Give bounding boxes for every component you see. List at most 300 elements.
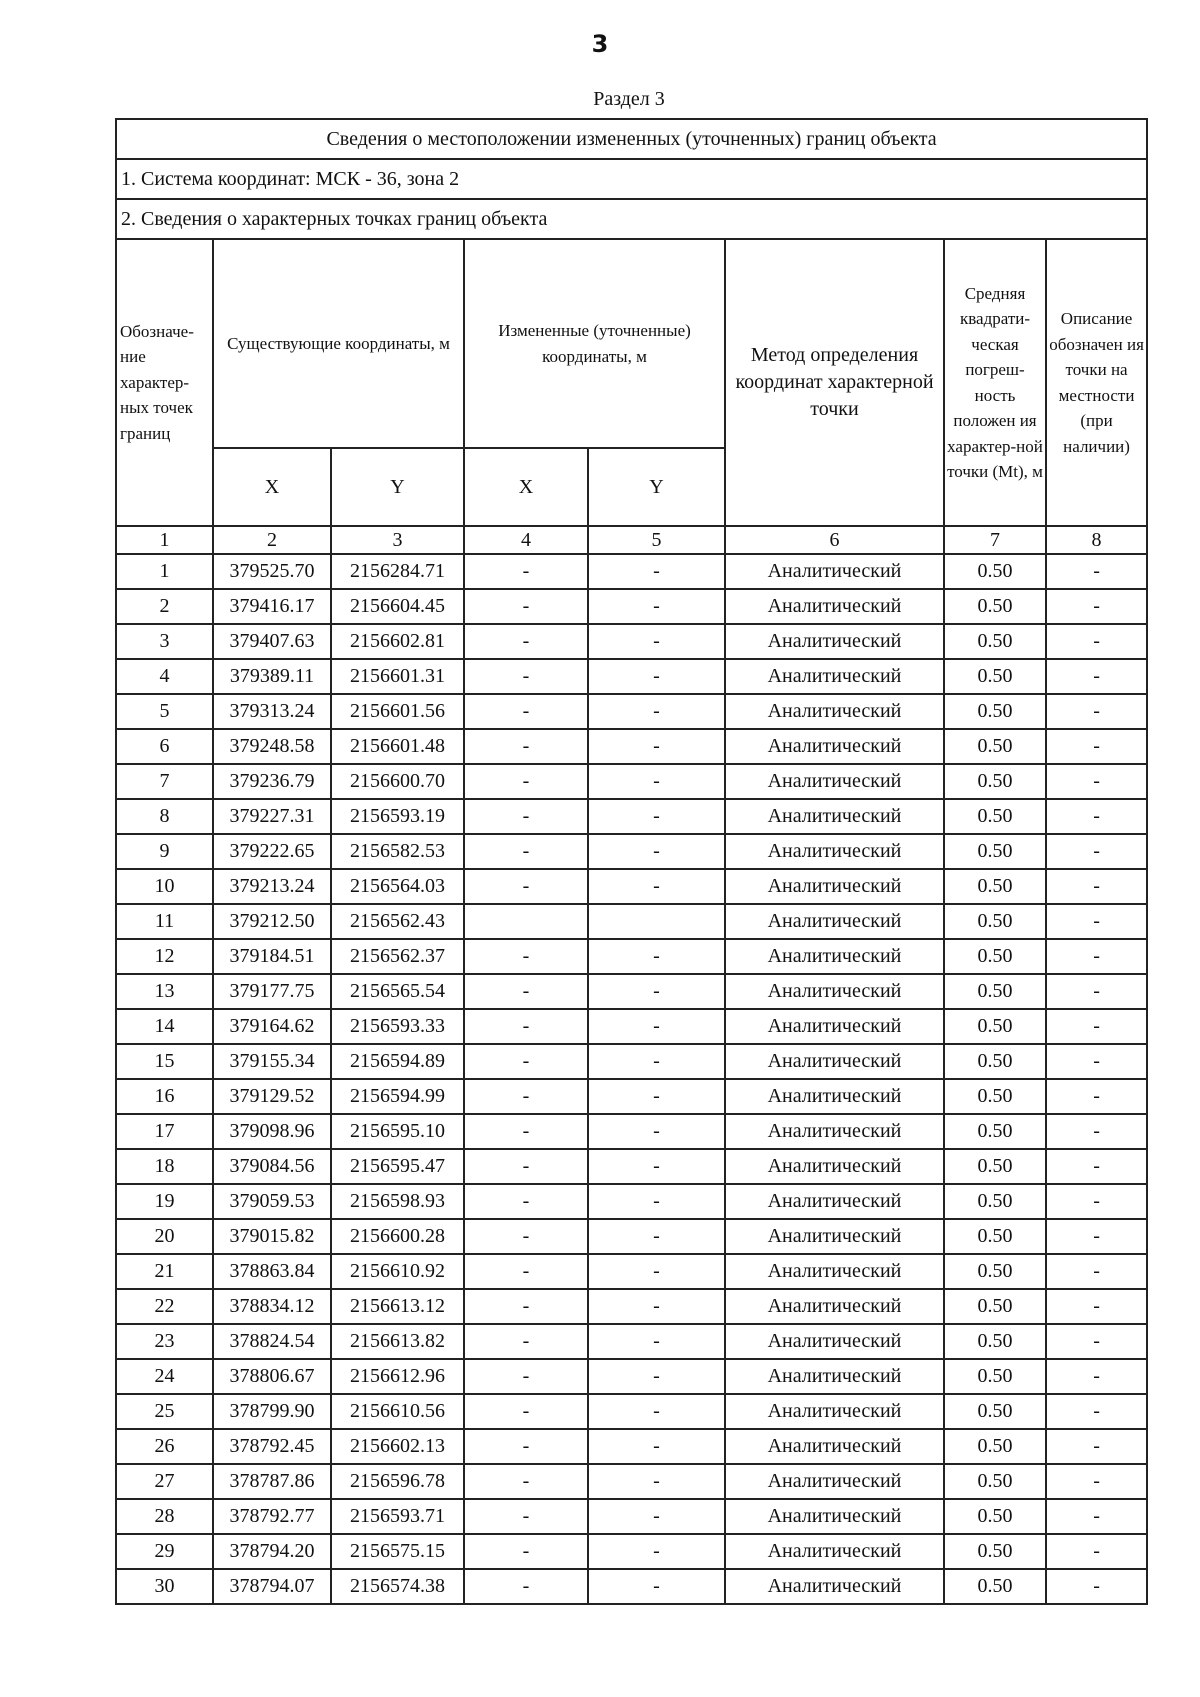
method-cell: Аналитический <box>725 729 944 764</box>
description-cell: - <box>1046 1499 1147 1534</box>
y-changed-cell: - <box>588 1009 725 1044</box>
y-changed-cell: - <box>588 554 725 589</box>
y-changed-cell: - <box>588 729 725 764</box>
description-cell: - <box>1046 974 1147 1009</box>
y-changed-cell: - <box>588 764 725 799</box>
error-cell: 0.50 <box>944 659 1046 694</box>
x-existing-cell: 379155.34 <box>213 1044 331 1079</box>
table-row <box>116 1359 1147 1394</box>
y-changed-cell: - <box>588 1114 725 1149</box>
method-cell: Аналитический <box>725 1499 944 1534</box>
x-changed-cell: - <box>464 694 588 729</box>
point-number-cell: 9 <box>116 834 213 869</box>
y-existing-cell: 2156610.92 <box>331 1254 464 1289</box>
y-changed-cell: - <box>588 1394 725 1429</box>
description-cell: - <box>1046 1464 1147 1499</box>
header-changed-coords: Измененные (уточненные) координаты, м <box>464 239 725 448</box>
error-cell: 0.50 <box>944 1149 1046 1184</box>
x-existing-cell: 379177.75 <box>213 974 331 1009</box>
method-cell: Аналитический <box>725 1359 944 1394</box>
point-number-cell: 22 <box>116 1289 213 1324</box>
table-row <box>116 1044 1147 1079</box>
y-changed-cell: - <box>588 1219 725 1254</box>
column-number: 1 <box>116 526 213 554</box>
method-cell: Аналитический <box>725 1114 944 1149</box>
header-row-1 <box>116 239 1147 448</box>
coordinates-table <box>115 118 1148 1605</box>
y-existing-cell: 2156613.82 <box>331 1324 464 1359</box>
y-existing-cell: 2156602.13 <box>331 1429 464 1464</box>
error-cell: 0.50 <box>944 799 1046 834</box>
error-cell: 0.50 <box>944 764 1046 799</box>
x-changed-cell: - <box>464 589 588 624</box>
coord-system: 1. Система координат: МСК - 36, зона 2 <box>116 159 1147 199</box>
header-point-designation: Обозначе-ние характер-ных точек границ <box>116 239 213 526</box>
table-row <box>116 1009 1147 1044</box>
points-title-row <box>116 199 1147 239</box>
column-number: 4 <box>464 526 588 554</box>
y-existing-cell: 2156575.15 <box>331 1534 464 1569</box>
x-changed-cell: - <box>464 554 588 589</box>
table-row <box>116 1219 1147 1254</box>
x-existing-cell: 379059.53 <box>213 1184 331 1219</box>
y-changed-cell: - <box>588 974 725 1009</box>
table-title: Сведения о местоположении измененных (уточненных) границ объекта <box>116 119 1147 159</box>
point-number-cell: 27 <box>116 1464 213 1499</box>
error-cell: 0.50 <box>944 1079 1046 1114</box>
x-changed-cell: - <box>464 1219 588 1254</box>
column-numbers-row <box>116 526 1147 554</box>
y-changed-cell: - <box>588 1359 725 1394</box>
y-changed-cell: - <box>588 1149 725 1184</box>
table-row <box>116 834 1147 869</box>
error-cell: 0.50 <box>944 1359 1046 1394</box>
point-number-cell: 30 <box>116 1569 213 1604</box>
x-existing-cell: 378792.77 <box>213 1499 331 1534</box>
y-existing-cell: 2156593.33 <box>331 1009 464 1044</box>
error-cell: 0.50 <box>944 869 1046 904</box>
x-existing-cell: 378794.07 <box>213 1569 331 1604</box>
table-row <box>116 1114 1147 1149</box>
table-row <box>116 1429 1147 1464</box>
method-cell: Аналитический <box>725 554 944 589</box>
table-body <box>116 554 1147 1604</box>
method-cell: Аналитический <box>725 939 944 974</box>
x-changed-cell: - <box>464 1464 588 1499</box>
point-number-cell: 3 <box>116 624 213 659</box>
point-number-cell: 17 <box>116 1114 213 1149</box>
x-existing-cell: 378824.54 <box>213 1324 331 1359</box>
x-changed-cell: - <box>464 1149 588 1184</box>
error-cell: 0.50 <box>944 1324 1046 1359</box>
point-number-cell: 24 <box>116 1359 213 1394</box>
y-changed-cell: - <box>588 939 725 974</box>
y-existing-cell: 2156594.89 <box>331 1044 464 1079</box>
column-number: 6 <box>725 526 944 554</box>
error-cell: 0.50 <box>944 729 1046 764</box>
y-existing-cell: 2156582.53 <box>331 834 464 869</box>
method-cell: Аналитический <box>725 904 944 939</box>
description-cell: - <box>1046 799 1147 834</box>
y-existing-cell: 2156593.71 <box>331 1499 464 1534</box>
y-existing-cell: 2156610.56 <box>331 1394 464 1429</box>
description-cell: - <box>1046 1254 1147 1289</box>
x-changed-cell: - <box>464 974 588 1009</box>
method-cell: Аналитический <box>725 1254 944 1289</box>
section-label: Раздел 3 <box>593 88 665 110</box>
x-existing-cell: 378787.86 <box>213 1464 331 1499</box>
x-existing-cell: 379313.24 <box>213 694 331 729</box>
y-existing-cell: 2156601.31 <box>331 659 464 694</box>
header-y-existing: Y <box>331 448 464 526</box>
y-changed-cell: - <box>588 799 725 834</box>
y-existing-cell: 2156596.78 <box>331 1464 464 1499</box>
table-row <box>116 1394 1147 1429</box>
method-cell: Аналитический <box>725 1289 944 1324</box>
table-row <box>116 624 1147 659</box>
y-changed-cell: - <box>588 1534 725 1569</box>
y-existing-cell: 2156598.93 <box>331 1184 464 1219</box>
x-existing-cell: 379212.50 <box>213 904 331 939</box>
error-cell: 0.50 <box>944 1219 1046 1254</box>
y-changed-cell: - <box>588 834 725 869</box>
table-row <box>116 799 1147 834</box>
point-number-cell: 19 <box>116 1184 213 1219</box>
point-number-cell: 12 <box>116 939 213 974</box>
table-row <box>116 1534 1147 1569</box>
x-changed-cell: - <box>464 1009 588 1044</box>
x-changed-cell: - <box>464 764 588 799</box>
y-existing-cell: 2156593.19 <box>331 799 464 834</box>
page-number: 3 <box>591 30 609 58</box>
y-changed-cell: - <box>588 1044 725 1079</box>
error-cell: 0.50 <box>944 1044 1046 1079</box>
description-cell: - <box>1046 1079 1147 1114</box>
method-cell: Аналитический <box>725 1394 944 1429</box>
x-existing-cell: 379084.56 <box>213 1149 331 1184</box>
y-changed-cell: - <box>588 1289 725 1324</box>
description-cell: - <box>1046 1184 1147 1219</box>
x-existing-cell: 379389.11 <box>213 659 331 694</box>
header-description: Описание обозначен ия точки на местности (при наличии) <box>1046 239 1147 526</box>
method-cell: Аналитический <box>725 799 944 834</box>
y-existing-cell: 2156564.03 <box>331 869 464 904</box>
x-existing-cell: 379525.70 <box>213 554 331 589</box>
y-changed-cell: - <box>588 694 725 729</box>
error-cell: 0.50 <box>944 1499 1046 1534</box>
y-existing-cell: 2156604.45 <box>331 589 464 624</box>
description-cell: - <box>1046 764 1147 799</box>
y-existing-cell: 2156600.70 <box>331 764 464 799</box>
table-row <box>116 1149 1147 1184</box>
x-changed-cell: - <box>464 1359 588 1394</box>
x-changed-cell: - <box>464 1114 588 1149</box>
method-cell: Аналитический <box>725 764 944 799</box>
table-row <box>116 659 1147 694</box>
point-number-cell: 21 <box>116 1254 213 1289</box>
description-cell: - <box>1046 1289 1147 1324</box>
table-row <box>116 694 1147 729</box>
error-cell: 0.50 <box>944 1394 1046 1429</box>
description-cell: - <box>1046 1394 1147 1429</box>
error-cell: 0.50 <box>944 974 1046 1009</box>
y-existing-cell: 2156613.12 <box>331 1289 464 1324</box>
method-cell: Аналитический <box>725 1534 944 1569</box>
y-existing-cell: 2156574.38 <box>331 1569 464 1604</box>
error-cell: 0.50 <box>944 939 1046 974</box>
point-number-cell: 11 <box>116 904 213 939</box>
x-changed-cell: - <box>464 624 588 659</box>
error-cell: 0.50 <box>944 834 1046 869</box>
point-number-cell: 23 <box>116 1324 213 1359</box>
x-existing-cell: 378806.67 <box>213 1359 331 1394</box>
y-changed-cell: - <box>588 1464 725 1499</box>
y-changed-cell: - <box>588 1079 725 1114</box>
description-cell: - <box>1046 1534 1147 1569</box>
table-row <box>116 1254 1147 1289</box>
description-cell: - <box>1046 1569 1147 1604</box>
error-cell: 0.50 <box>944 1184 1046 1219</box>
method-cell: Аналитический <box>725 1569 944 1604</box>
y-existing-cell: 2156565.54 <box>331 974 464 1009</box>
point-number-cell: 25 <box>116 1394 213 1429</box>
x-changed-cell: - <box>464 1289 588 1324</box>
x-existing-cell: 379184.51 <box>213 939 331 974</box>
point-number-cell: 8 <box>116 799 213 834</box>
error-cell: 0.50 <box>944 1254 1046 1289</box>
column-number: 5 <box>588 526 725 554</box>
point-number-cell: 16 <box>116 1079 213 1114</box>
point-number-cell: 10 <box>116 869 213 904</box>
point-number-cell: 29 <box>116 1534 213 1569</box>
x-existing-cell: 379222.65 <box>213 834 331 869</box>
method-cell: Аналитический <box>725 624 944 659</box>
error-cell: 0.50 <box>944 1464 1046 1499</box>
x-changed-cell: - <box>464 1499 588 1534</box>
error-cell: 0.50 <box>944 1009 1046 1044</box>
description-cell: - <box>1046 1149 1147 1184</box>
point-number-cell: 4 <box>116 659 213 694</box>
y-existing-cell: 2156600.28 <box>331 1219 464 1254</box>
table-row <box>116 1289 1147 1324</box>
x-existing-cell: 379407.63 <box>213 624 331 659</box>
description-cell: - <box>1046 869 1147 904</box>
point-number-cell: 26 <box>116 1429 213 1464</box>
method-cell: Аналитический <box>725 659 944 694</box>
column-number: 8 <box>1046 526 1147 554</box>
x-changed-cell: - <box>464 1079 588 1114</box>
method-cell: Аналитический <box>725 869 944 904</box>
points-title: 2. Сведения о характерных точках границ объекта <box>116 199 1147 239</box>
y-changed-cell: - <box>588 659 725 694</box>
x-changed-cell: - <box>464 1394 588 1429</box>
error-cell: 0.50 <box>944 624 1046 659</box>
table-row <box>116 1324 1147 1359</box>
x-existing-cell: 379015.82 <box>213 1219 331 1254</box>
column-number: 7 <box>944 526 1046 554</box>
table-row <box>116 554 1147 589</box>
x-existing-cell: 379236.79 <box>213 764 331 799</box>
table-row <box>116 1499 1147 1534</box>
table-row <box>116 1464 1147 1499</box>
y-existing-cell: 2156601.48 <box>331 729 464 764</box>
error-cell: 0.50 <box>944 694 1046 729</box>
method-cell: Аналитический <box>725 1429 944 1464</box>
description-cell: - <box>1046 589 1147 624</box>
method-cell: Аналитический <box>725 834 944 869</box>
x-changed-cell: - <box>464 1569 588 1604</box>
error-cell: 0.50 <box>944 1114 1046 1149</box>
description-cell: - <box>1046 834 1147 869</box>
x-existing-cell: 379129.52 <box>213 1079 331 1114</box>
x-changed-cell: - <box>464 1534 588 1569</box>
y-changed-cell: - <box>588 1184 725 1219</box>
y-existing-cell: 2156612.96 <box>331 1359 464 1394</box>
method-cell: Аналитический <box>725 1219 944 1254</box>
table-row <box>116 1079 1147 1114</box>
method-cell: Аналитический <box>725 694 944 729</box>
table-row <box>116 904 1147 939</box>
error-cell: 0.50 <box>944 589 1046 624</box>
point-number-cell: 20 <box>116 1219 213 1254</box>
y-changed-cell: - <box>588 624 725 659</box>
y-existing-cell: 2156602.81 <box>331 624 464 659</box>
x-changed-cell: - <box>464 834 588 869</box>
y-changed-cell: - <box>588 1324 725 1359</box>
table-row <box>116 1184 1147 1219</box>
table-row <box>116 729 1147 764</box>
description-cell: - <box>1046 1359 1147 1394</box>
x-changed-cell: - <box>464 729 588 764</box>
column-number: 2 <box>213 526 331 554</box>
method-cell: Аналитический <box>725 1464 944 1499</box>
x-existing-cell: 379227.31 <box>213 799 331 834</box>
point-number-cell: 6 <box>116 729 213 764</box>
point-number-cell: 2 <box>116 589 213 624</box>
description-cell: - <box>1046 624 1147 659</box>
description-cell: - <box>1046 1429 1147 1464</box>
x-changed-cell: - <box>464 1429 588 1464</box>
description-cell: - <box>1046 1009 1147 1044</box>
point-number-cell: 7 <box>116 764 213 799</box>
x-existing-cell: 378834.12 <box>213 1289 331 1324</box>
x-changed-cell: - <box>464 799 588 834</box>
method-cell: Аналитический <box>725 974 944 1009</box>
y-existing-cell: 2156284.71 <box>331 554 464 589</box>
method-cell: Аналитический <box>725 1324 944 1359</box>
table-row <box>116 974 1147 1009</box>
header-x-changed: X <box>464 448 588 526</box>
point-number-cell: 13 <box>116 974 213 1009</box>
table-row <box>116 764 1147 799</box>
method-cell: Аналитический <box>725 1009 944 1044</box>
y-changed-cell <box>588 904 725 939</box>
y-existing-cell: 2156562.43 <box>331 904 464 939</box>
x-changed-cell: - <box>464 1254 588 1289</box>
description-cell: - <box>1046 694 1147 729</box>
description-cell: - <box>1046 554 1147 589</box>
x-changed-cell: - <box>464 939 588 974</box>
x-changed-cell: - <box>464 1044 588 1079</box>
description-cell: - <box>1046 729 1147 764</box>
error-cell: 0.50 <box>944 1534 1046 1569</box>
x-existing-cell: 378792.45 <box>213 1429 331 1464</box>
point-number-cell: 15 <box>116 1044 213 1079</box>
header-x-existing: X <box>213 448 331 526</box>
y-existing-cell: 2156595.47 <box>331 1149 464 1184</box>
table-row <box>116 869 1147 904</box>
error-cell: 0.50 <box>944 1569 1046 1604</box>
y-changed-cell: - <box>588 589 725 624</box>
x-changed-cell: - <box>464 1324 588 1359</box>
point-number-cell: 14 <box>116 1009 213 1044</box>
column-number: 3 <box>331 526 464 554</box>
table-row <box>116 1569 1147 1604</box>
description-cell: - <box>1046 1219 1147 1254</box>
x-existing-cell: 378799.90 <box>213 1394 331 1429</box>
y-changed-cell: - <box>588 1569 725 1604</box>
method-cell: Аналитический <box>725 1184 944 1219</box>
method-cell: Аналитический <box>725 1149 944 1184</box>
x-changed-cell: - <box>464 1184 588 1219</box>
x-existing-cell: 378863.84 <box>213 1254 331 1289</box>
x-changed-cell: - <box>464 869 588 904</box>
y-existing-cell: 2156595.10 <box>331 1114 464 1149</box>
error-cell: 0.50 <box>944 904 1046 939</box>
table-row <box>116 939 1147 974</box>
method-cell: Аналитический <box>725 589 944 624</box>
y-existing-cell: 2156562.37 <box>331 939 464 974</box>
point-number-cell: 28 <box>116 1499 213 1534</box>
header-existing-coords: Существующие координаты, м <box>213 239 464 448</box>
error-cell: 0.50 <box>944 1289 1046 1324</box>
point-number-cell: 1 <box>116 554 213 589</box>
x-changed-cell: - <box>464 659 588 694</box>
y-changed-cell: - <box>588 1499 725 1534</box>
x-existing-cell: 379164.62 <box>213 1009 331 1044</box>
method-cell: Аналитический <box>725 1079 944 1114</box>
x-existing-cell: 379416.17 <box>213 589 331 624</box>
coord-system-row <box>116 159 1147 199</box>
description-cell: - <box>1046 1044 1147 1079</box>
description-cell: - <box>1046 1324 1147 1359</box>
x-existing-cell: 379213.24 <box>213 869 331 904</box>
description-cell: - <box>1046 659 1147 694</box>
method-cell: Аналитический <box>725 1044 944 1079</box>
y-changed-cell: - <box>588 1429 725 1464</box>
description-cell: - <box>1046 904 1147 939</box>
point-number-cell: 18 <box>116 1149 213 1184</box>
header-y-changed: Y <box>588 448 725 526</box>
description-cell: - <box>1046 939 1147 974</box>
x-changed-cell <box>464 904 588 939</box>
x-existing-cell: 379098.96 <box>213 1114 331 1149</box>
y-changed-cell: - <box>588 1254 725 1289</box>
description-cell: - <box>1046 1114 1147 1149</box>
header-method: Метод определения координат характерной точки <box>725 239 944 526</box>
table-row <box>116 589 1147 624</box>
y-changed-cell: - <box>588 869 725 904</box>
point-number-cell: 5 <box>116 694 213 729</box>
header-error: Средняя квадрати-ческая погреш-ность положен ия характер-ной точки (Mt), м <box>944 239 1046 526</box>
error-cell: 0.50 <box>944 1429 1046 1464</box>
x-existing-cell: 379248.58 <box>213 729 331 764</box>
table-title-row <box>116 119 1147 159</box>
y-existing-cell: 2156601.56 <box>331 694 464 729</box>
error-cell: 0.50 <box>944 554 1046 589</box>
x-existing-cell: 378794.20 <box>213 1534 331 1569</box>
y-existing-cell: 2156594.99 <box>331 1079 464 1114</box>
